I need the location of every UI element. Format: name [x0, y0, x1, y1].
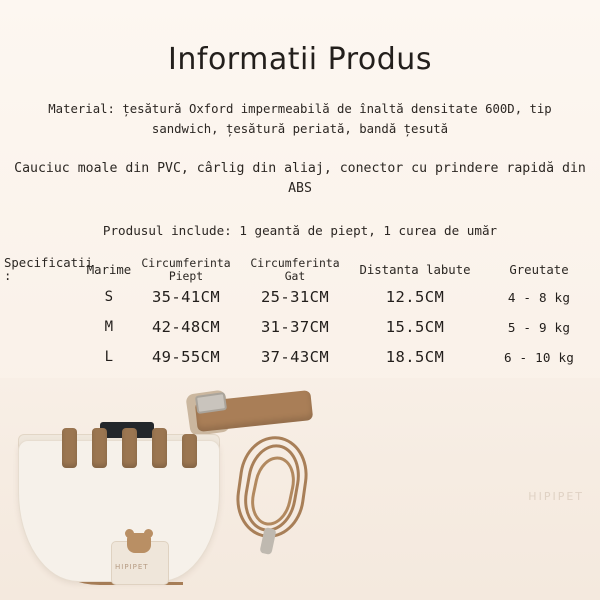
- header-size: Marime: [86, 262, 132, 277]
- table-header-row: [2, 257, 598, 285]
- row-spacer: [2, 343, 86, 372]
- cell-chest: 49-55CM: [151, 348, 221, 366]
- cell-neck: 37-43CM: [260, 348, 330, 366]
- cell-paw: 18.5CM: [385, 348, 445, 366]
- rubber-description: Cauciuc moale din PVC, cârlig din aliaj, conector cu prindere rapidă din ABS: [14, 161, 586, 196]
- header-specifications: Specificatii :: [4, 256, 93, 283]
- package-includes: Produsul include: 1 geantă de piept, 1 curea de umăr: [102, 223, 498, 238]
- header-neck-circumference: Circumferinta Gat: [250, 256, 340, 283]
- cell-neck: 25-31CM: [260, 288, 330, 306]
- row-spacer: [2, 313, 86, 342]
- header-weight: Greutate: [509, 262, 569, 277]
- header-chest-circumference: Circumferinta Piept: [141, 256, 231, 283]
- table-row: [2, 343, 598, 372]
- bear-logo-icon: [127, 533, 151, 553]
- cell-chest: 42-48CM: [151, 318, 221, 336]
- material-description: Material: țesătură Oxford impermeabilă de înaltă densitate 600D, tip sandwich, țesătură periată, bandă țesută: [48, 102, 552, 136]
- cell-weight: 4 - 8 kg: [507, 289, 571, 305]
- watermark: HIPIPET: [528, 490, 584, 503]
- cell-paw: 15.5CM: [385, 318, 445, 336]
- specifications-section: [0, 257, 600, 372]
- harness-strap: [152, 428, 167, 468]
- cell-chest: 35-41CM: [151, 288, 221, 306]
- cell-weight: 5 - 9 kg: [507, 319, 571, 335]
- cell-weight: 6 - 10 kg: [503, 349, 575, 365]
- page-title: Informatii Produs: [168, 42, 432, 77]
- product-photo: [0, 378, 600, 600]
- cell-size: M: [104, 319, 114, 335]
- row-spacer: [2, 283, 86, 312]
- header-paw-distance: Distanta labute: [359, 262, 471, 277]
- table-row: [2, 314, 598, 343]
- table-row: [2, 285, 598, 314]
- harness-strap: [122, 428, 137, 468]
- cell-neck: 31-37CM: [260, 318, 330, 336]
- harness-strap: [182, 434, 197, 468]
- cell-size: S: [104, 289, 114, 305]
- brand-label: HIPIPET: [115, 563, 149, 571]
- cell-paw: 12.5CM: [385, 288, 445, 306]
- specifications-table: [2, 257, 598, 372]
- harness-strap: [92, 428, 107, 468]
- cell-size: L: [104, 349, 114, 365]
- harness-strap: [62, 428, 77, 468]
